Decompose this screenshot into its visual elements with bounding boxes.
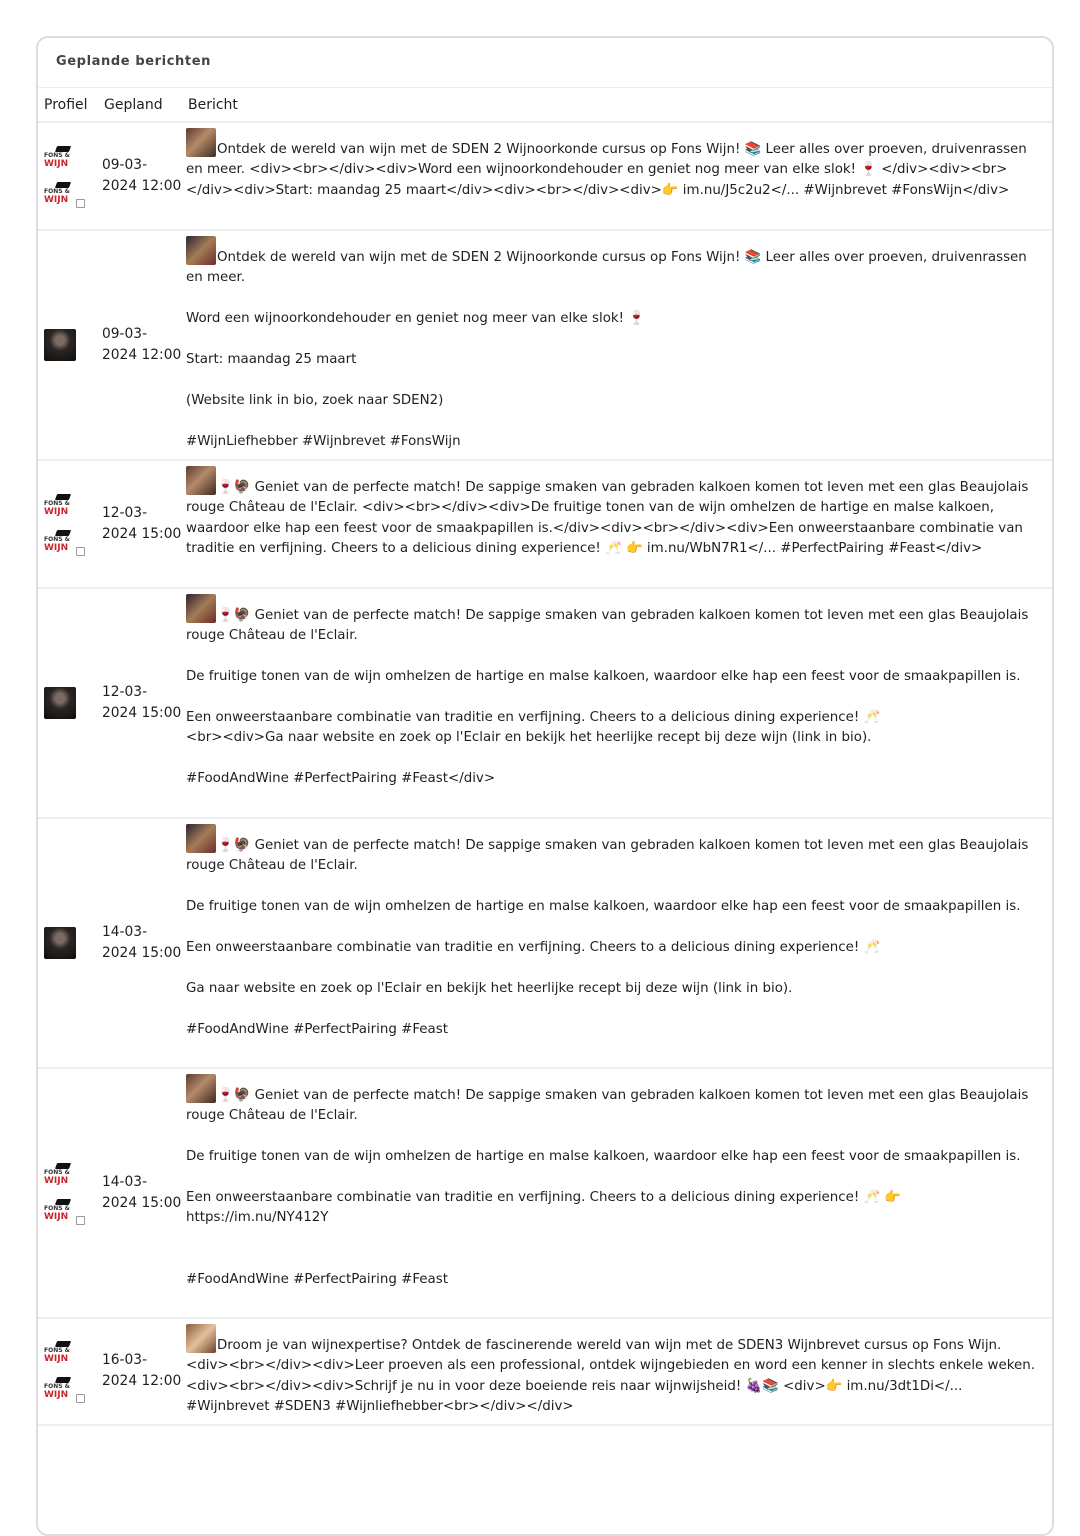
message-cell[interactable] xyxy=(182,122,1052,230)
scheduled-posts-card xyxy=(36,36,1054,1536)
logo-text-top: FONS & xyxy=(44,500,70,507)
select-checkbox[interactable] xyxy=(76,547,85,556)
logo-text-top: FONS & xyxy=(44,1347,70,1355)
post-image-thumbnail[interactable] xyxy=(186,236,216,265)
avatar xyxy=(44,927,76,959)
logo-text-bottom: WIJN xyxy=(44,1354,69,1365)
select-checkbox[interactable] xyxy=(76,1394,85,1403)
message-text: Droom je van wijnexpertise? Ontdek de fascinerende wereld van wijn met de SDEN3 Wijnbrevet cursus op Fons Wijn. <div><br></div><div>Leer proeven als een professional, ontdek wijngebieden en word een kenner in slechts enkele weken. <div><br></div><div>Schrijf je nu in voor deze boeiende reis naar wijnwijsheid! 🍇📚 <div>👉 im.nu/3dt1Di</... #Wijnbrevet #SDEN3 #Wijnliefhebber<br></div></div> xyxy=(186,1338,1040,1415)
scheduled-date xyxy=(98,818,182,1068)
message-cell[interactable] xyxy=(182,588,1052,818)
profile-logos xyxy=(44,1163,98,1223)
fons-wijn-logo xyxy=(44,182,70,206)
scheduled-posts-table xyxy=(38,88,1052,1426)
message-text: 🍷🦃 Geniet van de perfecte match! De sappige smaken van gebraden kalkoen komen tot leven met een glas Beaujolais rouge Château de l'Eclair. De fruitige tonen van de wijn omhelzen de hartige en malse kalkoen, waardoor elke hap een feest voor de smaakpapillen is. Een onweerstaanbare combinatie van traditie en verfijning. Cheers to a delicious dining experience! 🥂 👉 https://im.nu/NY412Y #FoodAndWine #PerfectPairing #Feast xyxy=(186,1088,1029,1287)
scheduled-date xyxy=(98,460,182,588)
scheduled-date-text: 14-03- 2024 15:00 xyxy=(102,1174,182,1211)
scheduled-date xyxy=(98,588,182,818)
message-cell[interactable] xyxy=(182,1068,1052,1318)
table-row[interactable] xyxy=(38,1068,1052,1318)
table-header-row xyxy=(38,88,1052,122)
table-row[interactable] xyxy=(38,230,1052,460)
post-image-thumbnail[interactable] xyxy=(186,128,216,157)
logo-text-bottom: WIJN xyxy=(44,195,69,205)
logo-text-top: FONS & xyxy=(44,1169,70,1176)
scheduled-date-text: 12-03- 2024 15:00 xyxy=(102,684,182,721)
scheduled-date-text: 09-03- 2024 12:00 xyxy=(102,326,182,363)
select-checkbox[interactable] xyxy=(76,1216,85,1225)
card-title: Geplande berichten xyxy=(38,38,1052,88)
post-image-thumbnail[interactable] xyxy=(186,1074,216,1103)
column-header-profile: Profiel xyxy=(38,88,98,122)
profile-cell xyxy=(38,588,98,818)
profile-logos xyxy=(44,1341,98,1401)
logo-text-bottom: WIJN xyxy=(44,159,69,169)
logo-text-bottom: WIJN xyxy=(44,543,69,553)
logo-text-top: FONS & xyxy=(44,536,70,543)
logo-text-top: FONS & xyxy=(44,1205,70,1212)
scheduled-date xyxy=(98,1068,182,1318)
logo-text-bottom: WIJN xyxy=(44,1176,69,1186)
select-checkbox[interactable] xyxy=(76,199,85,208)
scheduled-date xyxy=(98,122,182,230)
scheduled-date-text: 09-03- 2024 12:00 xyxy=(102,157,182,194)
scheduled-date-text: 12-03- 2024 15:00 xyxy=(102,505,182,542)
scheduled-date xyxy=(98,1318,182,1425)
post-image-thumbnail[interactable] xyxy=(186,594,216,623)
message-text: 🍷🦃 Geniet van de perfecte match! De sappige smaken van gebraden kalkoen komen tot leven met een glas Beaujolais rouge Château de l'Eclair. De fruitige tonen van de wijn omhelzen de hartige en malse kalkoen, waardoor elke hap een feest voor de smaakpapillen is. Een onweerstaanbare combinatie van traditie en verfijning. Cheers to a delicious dining experience! 🥂 Ga naar website en zoek op l'Eclair en bekijk het heerlijke recept bij deze wijn (link in bio). #FoodAndWine #PerfectPairing #Feast xyxy=(186,838,1029,1037)
message-text: 🍷🦃 Geniet van de perfecte match! De sappige smaken van gebraden kalkoen komen tot leven met een glas Beaujolais rouge Château de l'Eclair. De fruitige tonen van de wijn omhelzen de hartige en malse kalkoen, waardoor elke hap een feest voor de smaakpapillen is. Een onweerstaanbare combinatie van traditie en verfijning. Cheers to a delicious dining experience! 🥂 <br><div>Ga naar website en zoek op l'Eclair en bekijk het heerlijke recept bij deze wijn (link in bio). #FoodAndWine #PerfectPairing #Feast</div> xyxy=(186,608,1029,787)
message-cell[interactable] xyxy=(182,818,1052,1068)
logo-text-top: FONS & xyxy=(44,1383,70,1391)
table-row[interactable] xyxy=(38,588,1052,818)
profile-logos xyxy=(44,494,98,554)
logo-text-top: FONS & xyxy=(44,188,70,195)
table-row[interactable] xyxy=(38,460,1052,588)
profile-cell xyxy=(38,1318,98,1425)
logo-text-top: FONS & xyxy=(44,152,70,159)
table-row[interactable] xyxy=(38,122,1052,230)
logo-text-bottom: WIJN xyxy=(44,1212,69,1222)
logo-text-bottom: WIJN xyxy=(44,507,69,517)
profile-cell xyxy=(38,230,98,460)
message-cell[interactable] xyxy=(182,460,1052,588)
message-text: 🍷🦃 Geniet van de perfecte match! De sappige smaken van gebraden kalkoen komen tot leven met een glas Beaujolais rouge Château de l'Eclair. <div><br></div><div>De fruitige tonen van de wijn omhelzen de hartige en malse kalkoen, waardoor elke hap een feest voor de smaakpapillen is.</div><div><br></div><div>Een onweerstaanbare combinatie van traditie en verfijning. Cheers to a delicious dining experience! 🥂 👉 im.nu/WbN7R1</... #PerfectPairing #Feast</div> xyxy=(186,480,1033,557)
profile-cell xyxy=(38,818,98,1068)
fons-wijn-logo xyxy=(44,530,70,554)
avatar xyxy=(44,329,76,361)
column-header-scheduled: Gepland xyxy=(98,88,182,122)
fons-wijn-logo xyxy=(44,146,70,170)
fons-wijn-logo xyxy=(44,1163,70,1187)
message-cell[interactable] xyxy=(182,1318,1052,1425)
fons-wijn-logo xyxy=(44,1199,70,1223)
table-row[interactable] xyxy=(38,818,1052,1068)
message-text: Ontdek de wereld van wijn met de SDEN 2 Wijnoorkonde cursus op Fons Wijn! 📚 Leer alles over proeven, druivenrassen en meer. <div><br></div><div>Word een wijnoorkondehouder en geniet nog meer van elke slok! 🍷 </div><div><br></div><div>Start: maandag 25 maart</div><div><br></div><div>👉 im.nu/J5c2u2</... #Wijnbrevet #FonsWijn</div> xyxy=(186,142,1032,198)
scheduled-date xyxy=(98,230,182,460)
table-row[interactable] xyxy=(38,1318,1052,1425)
logo-text-bottom: WIJN xyxy=(44,1390,69,1401)
profile-cell xyxy=(38,122,98,230)
scheduled-date-text: 14-03- 2024 15:00 xyxy=(102,924,182,961)
post-image-thumbnail[interactable] xyxy=(186,466,216,495)
column-header-message: Bericht xyxy=(182,88,1052,122)
fons-wijn-logo xyxy=(44,1377,70,1401)
fons-wijn-logo xyxy=(44,494,70,518)
profile-cell xyxy=(38,1068,98,1318)
scheduled-date-text: 16-03- 2024 12:00 xyxy=(102,1352,182,1390)
post-image-thumbnail[interactable] xyxy=(186,824,216,853)
profile-cell xyxy=(38,460,98,588)
message-cell[interactable] xyxy=(182,230,1052,460)
message-text: Ontdek de wereld van wijn met de SDEN 2 Wijnoorkonde cursus op Fons Wijn! 📚 Leer alles over proeven, druivenrassen en meer. Word een wijnoorkondehouder en geniet nog meer van elke slok! 🍷 Start: maandag 25 maart (Website link in bio, zoek naar SDEN2) #WijnLiefhebber #Wijnbrevet #FonsWijn xyxy=(186,250,1027,449)
avatar xyxy=(44,687,76,719)
profile-logos xyxy=(44,146,98,206)
fons-wijn-logo xyxy=(44,1341,70,1365)
post-image-thumbnail[interactable] xyxy=(186,1324,216,1353)
